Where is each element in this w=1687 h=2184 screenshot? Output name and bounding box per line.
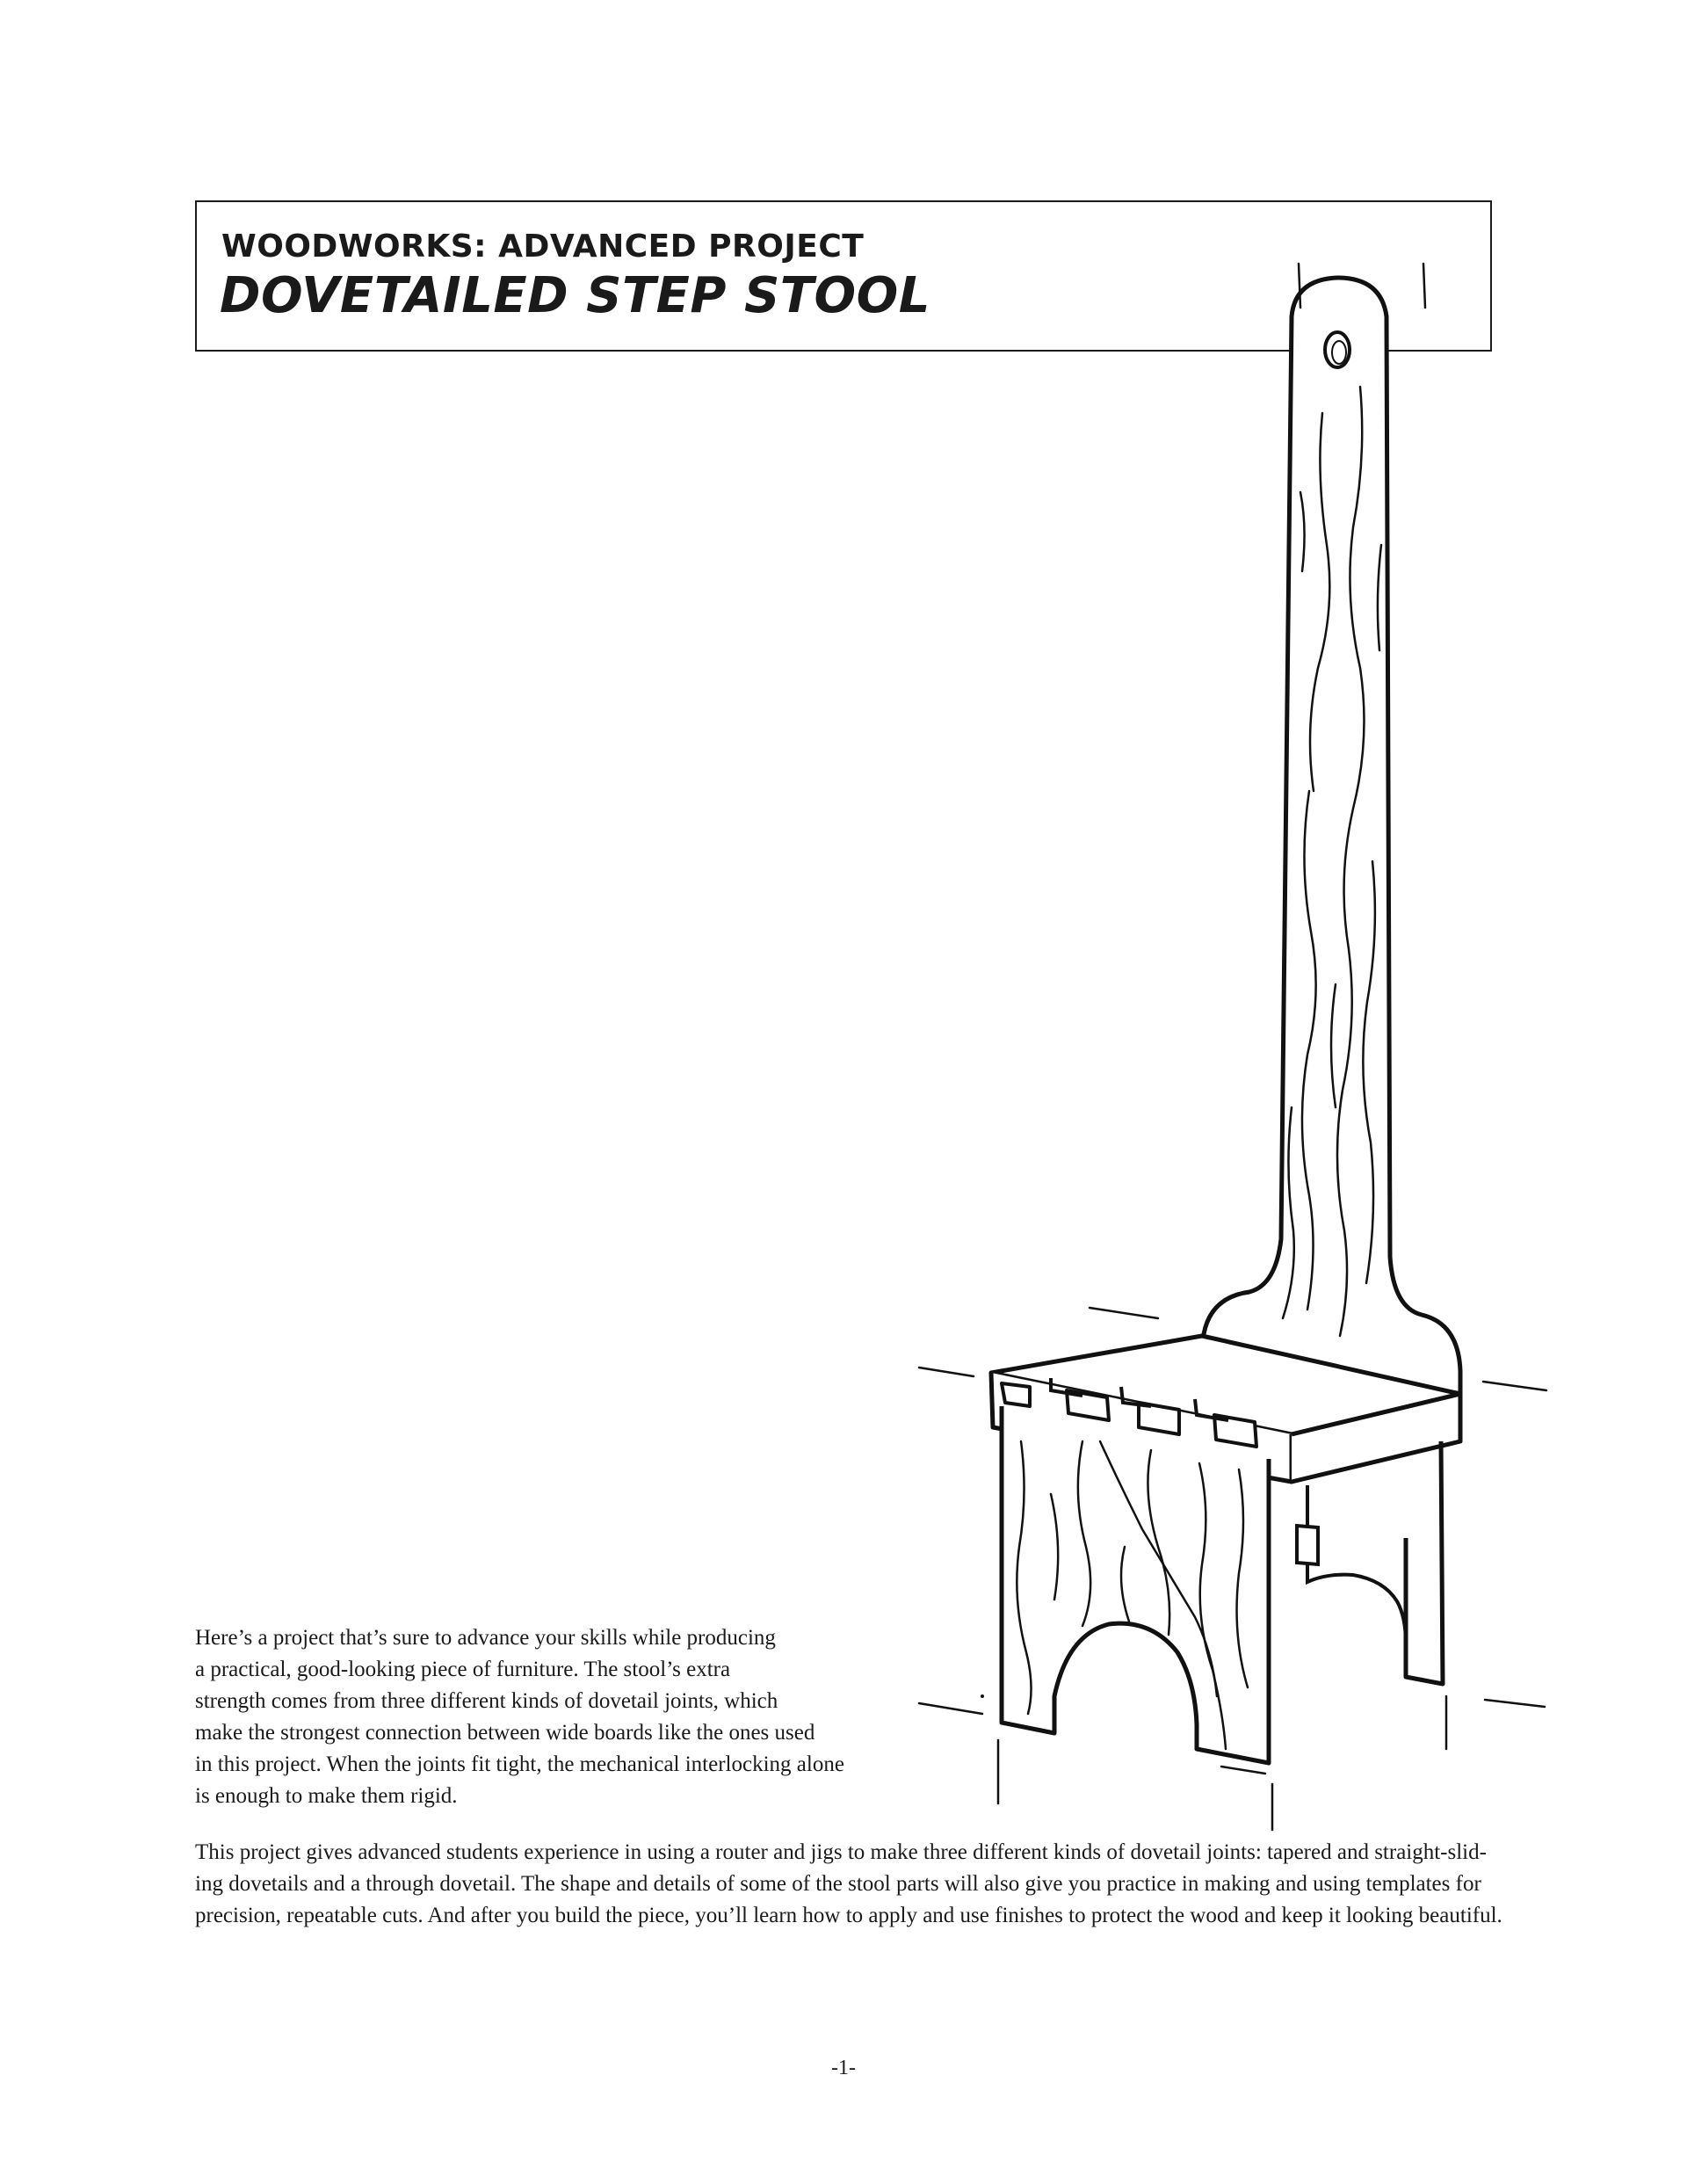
body-line: This project gives advanced students experience in using a router and jigs to make three different kinds of dovetail joints: tapered and straight-slid- <box>195 1840 1487 1864</box>
body-paragraph <box>195 1837 1566 1932</box>
body-line: precision, repeatable cuts. And after you build the piece, you’ll learn how to apply and use finishes to protect the wood and keep it looking beautiful. <box>195 1904 1502 1927</box>
intro-line: make the strongest connection between wide boards like the ones used <box>195 1721 815 1745</box>
intro-line: a practical, good-looking piece of furniture. The stool’s extra <box>195 1658 731 1681</box>
page-number: -1- <box>831 2057 856 2079</box>
intro-line: in this project. When the joints fit tight, the mechanical interlocking alone <box>195 1752 844 1776</box>
page-title: DOVETAILED STEP STOOL <box>220 267 930 324</box>
title-box <box>195 200 1492 352</box>
body-line: ing dovetails and a through dovetail. The shape and details of some of the stool parts will also give you practice in making and using templates for <box>195 1872 1481 1896</box>
intro-line: Here’s a project that’s sure to advance your skills while producing <box>195 1626 776 1650</box>
intro-paragraph <box>195 1622 916 1812</box>
project-subtitle: WOODWORKS: ADVANCED PROJECT <box>221 229 865 265</box>
intro-line: strength comes from three different kinds of dovetail joints, which <box>195 1689 778 1713</box>
intro-line: is enough to make them rigid. <box>195 1784 458 1808</box>
